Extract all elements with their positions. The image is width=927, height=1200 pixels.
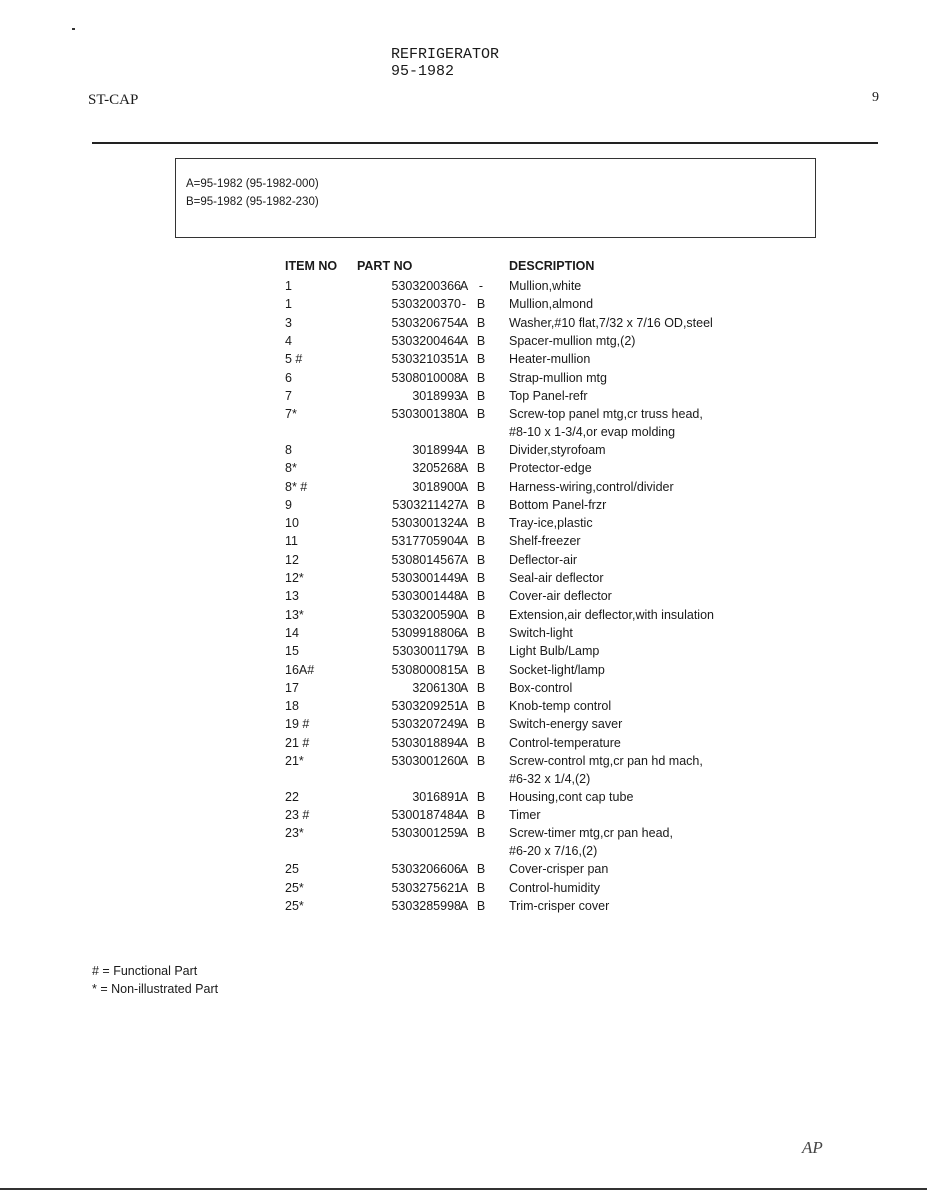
- model-a-cell: A: [459, 333, 469, 348]
- part-no-cell: 5303200464: [391, 333, 461, 348]
- model-a-cell: A: [459, 315, 469, 330]
- table-row: [285, 406, 805, 441]
- item-no-cell: 16A#: [285, 662, 315, 677]
- table-row: [285, 716, 805, 734]
- model-b-cell: B: [476, 315, 486, 330]
- model-b-cell: B: [476, 754, 486, 768]
- description-cell: Bottom Panel-frzr: [509, 497, 607, 512]
- table-row: [285, 442, 805, 460]
- handwritten-initials: AP: [802, 1138, 823, 1157]
- model-a-cell: A: [459, 826, 469, 841]
- description-cell: Trim-crisper cover: [509, 898, 610, 913]
- item-no-cell: 21*: [285, 754, 304, 768]
- description-cell: Knob-temp control: [509, 699, 612, 714]
- model-a-cell: A: [459, 552, 469, 567]
- model-b-cell: B: [476, 898, 486, 913]
- model-a-cell: A: [459, 370, 469, 385]
- model-b-cell: B: [476, 607, 486, 622]
- table-row: [285, 753, 805, 788]
- model-b-cell: B: [476, 589, 486, 604]
- item-no-cell: 1: [285, 279, 292, 293]
- part-no-cell: 3205268: [412, 461, 461, 476]
- model-a-cell: A: [459, 279, 469, 293]
- table-row: [285, 333, 805, 351]
- table-row: [285, 625, 805, 643]
- part-no-cell: 5303200370: [391, 297, 461, 312]
- model-a-cell: A: [459, 589, 469, 604]
- part-no-cell: 5303001260: [391, 754, 461, 768]
- table-row: [285, 479, 805, 497]
- item-no-cell: 12: [285, 552, 299, 567]
- part-no-cell: 5303206754: [391, 315, 461, 330]
- item-no-cell: 3: [285, 315, 292, 330]
- item-no-cell: 8*: [285, 461, 297, 476]
- part-no-cell: 5303200366: [391, 279, 461, 293]
- part-no-cell: 3016891: [412, 789, 461, 804]
- table-row: [285, 388, 805, 406]
- table-row: [285, 588, 805, 606]
- description-cell: Tray-ice,plastic: [509, 516, 593, 531]
- description-cell: Cover-crisper pan: [509, 862, 609, 877]
- description-cell: Control-humidity: [509, 880, 601, 895]
- model-b-cell: B: [476, 644, 486, 659]
- model-b-cell: B: [476, 407, 486, 422]
- part-no-cell: 5308014567: [391, 552, 461, 567]
- model-a-cell: A: [459, 607, 469, 622]
- part-no-cell: 3018993: [412, 388, 461, 403]
- model-a-cell: A: [459, 880, 469, 895]
- model-a-cell: -: [461, 297, 467, 312]
- model-a-cell: A: [459, 662, 469, 677]
- model-legend-box: [175, 158, 816, 238]
- model-b-cell: B: [476, 662, 486, 677]
- bottom-divider: [0, 1188, 927, 1190]
- legend-line-a: A=95-1982 (95-1982-000): [186, 178, 319, 190]
- part-no-cell: 5303207249: [391, 717, 461, 732]
- model-b-cell: B: [476, 534, 486, 549]
- scan-speck: [72, 28, 75, 30]
- table-row: [285, 570, 805, 588]
- description-cell: Deflector-air: [509, 552, 578, 567]
- table-row: [285, 533, 805, 551]
- description-cell: Top Panel-refr: [509, 388, 588, 403]
- item-no-cell: 13*: [285, 607, 304, 622]
- parts-table-header: [285, 259, 805, 277]
- item-no-cell: 22: [285, 789, 299, 804]
- model-b-cell: B: [476, 552, 486, 567]
- description-cell: Harness-wiring,control/divider: [509, 479, 674, 494]
- item-no-cell: 5 #: [285, 352, 303, 367]
- part-no-cell: 5303209251: [391, 699, 461, 714]
- description-cell: Light Bulb/Lamp: [509, 644, 600, 659]
- table-row: [285, 680, 805, 698]
- model-b-cell: B: [476, 826, 486, 841]
- model-a-cell: A: [459, 680, 469, 695]
- description-cell: Socket-light/lamp: [509, 662, 605, 677]
- footnote-non-illustrated: * = Non-illustrated Part: [92, 982, 219, 996]
- item-no-cell: 25: [285, 862, 299, 877]
- item-no-cell: 4: [285, 333, 292, 348]
- description-cell: Screw-top panel mtg,cr truss head,: [509, 407, 703, 422]
- item-no-cell: 14: [285, 625, 299, 640]
- footnotes: [92, 962, 218, 998]
- table-row: [285, 789, 805, 807]
- model-b-cell: B: [476, 862, 486, 877]
- table-row: [285, 607, 805, 625]
- part-no-cell: 5300187484: [391, 808, 461, 823]
- description-cell: Screw-control mtg,cr pan hd mach,: [509, 754, 703, 768]
- part-no-cell: 5303001380: [391, 407, 461, 422]
- table-row: [285, 460, 805, 478]
- model-b-cell: B: [476, 297, 486, 312]
- model-b-cell: B: [476, 571, 486, 585]
- table-row: [285, 278, 805, 296]
- item-no-cell: 25*: [285, 880, 304, 895]
- part-no-cell: 5303200590: [391, 607, 461, 622]
- model-a-cell: A: [459, 754, 469, 768]
- legend-line-b: B=95-1982 (95-1982-230): [186, 196, 319, 208]
- model-b-cell: B: [476, 479, 486, 494]
- description-cell: Divider,styrofoam: [509, 442, 606, 457]
- model-b-cell: B: [476, 808, 486, 823]
- model-a-cell: A: [459, 497, 469, 512]
- model-b-cell: B: [476, 370, 486, 385]
- table-row: [285, 497, 805, 515]
- part-no-cell: 5303211427: [392, 497, 461, 512]
- model-b-cell: B: [476, 789, 486, 804]
- description-cell: Box-control: [509, 680, 573, 695]
- table-row: [285, 698, 805, 716]
- table-row: [285, 861, 805, 879]
- description-cell: Strap-mullion mtg: [509, 370, 607, 385]
- item-no-cell: 23*: [285, 826, 304, 841]
- model-a-cell: A: [459, 479, 469, 494]
- model-a-cell: A: [459, 442, 469, 457]
- document-title: [391, 46, 499, 80]
- item-no-cell: 10: [285, 516, 299, 531]
- part-no-cell: 5303001449: [391, 571, 461, 585]
- part-no-cell: 5303001179: [392, 644, 461, 659]
- item-no-cell: 19 #: [285, 717, 310, 732]
- item-no-cell: 8: [285, 442, 292, 457]
- description-cell: #8-10 x 1-3/4,or evap molding: [509, 424, 676, 439]
- table-row: [285, 351, 805, 369]
- item-no-cell: 18: [285, 699, 299, 714]
- footnote-functional: # = Functional Part: [92, 964, 198, 978]
- item-no-cell: 6: [285, 370, 292, 385]
- model-b-cell: B: [476, 880, 486, 895]
- table-row: [285, 552, 805, 570]
- model-b-cell: B: [476, 699, 486, 714]
- description-cell: Mullion,white: [509, 279, 582, 293]
- description-cell: Cover-air deflector: [509, 589, 612, 604]
- item-no-cell: 13: [285, 589, 299, 604]
- model-a-cell: A: [459, 571, 469, 585]
- top-divider: [92, 142, 878, 144]
- part-no-cell: 5303018894: [391, 735, 461, 750]
- model-a-cell: A: [459, 699, 469, 714]
- description-cell: Heater-mullion: [509, 352, 591, 367]
- model-a-cell: A: [459, 461, 469, 476]
- item-no-cell: 8* #: [285, 479, 308, 494]
- model-b-cell: -: [478, 279, 484, 293]
- description-cell: Housing,cont cap tube: [509, 789, 634, 804]
- item-no-cell: 15: [285, 644, 299, 659]
- part-no-cell: 3018994: [412, 442, 461, 457]
- part-no-cell: 3018900: [412, 479, 461, 494]
- model-b-cell: B: [476, 625, 486, 640]
- table-row: [285, 315, 805, 333]
- model-b-cell: B: [476, 442, 486, 457]
- item-no-cell: 7*: [285, 407, 297, 422]
- part-no-cell: 5317705904: [391, 534, 461, 549]
- page-number: 9: [872, 90, 879, 105]
- model-b-cell: B: [476, 717, 486, 732]
- description-cell: Switch-energy saver: [509, 717, 623, 732]
- description-cell: Shelf-freezer: [509, 534, 581, 549]
- description-cell: Extension,air deflector,with insulation: [509, 607, 714, 622]
- table-row: [285, 643, 805, 661]
- description-cell: Spacer-mullion mtg,(2): [509, 333, 636, 348]
- description-cell: #6-20 x 7/16,(2): [509, 843, 598, 858]
- model-b-cell: B: [476, 516, 486, 531]
- model-b-cell: B: [476, 497, 486, 512]
- item-no-cell: 12*: [285, 571, 304, 585]
- item-no-cell: 21 #: [285, 735, 310, 750]
- description-cell: Mullion,almond: [509, 297, 594, 312]
- model-a-cell: A: [459, 534, 469, 549]
- part-no-cell: 3206130: [412, 680, 461, 695]
- table-row: [285, 735, 805, 753]
- description-cell: Seal-air deflector: [509, 571, 604, 585]
- description-cell: Protector-edge: [509, 461, 592, 476]
- item-no-cell: 7: [285, 388, 292, 403]
- part-no-cell: 5308000815: [391, 662, 461, 677]
- model-b-cell: B: [476, 461, 486, 476]
- column-header-part-no: PART NO: [357, 259, 413, 273]
- model-a-cell: A: [459, 644, 469, 659]
- item-no-cell: 17: [285, 680, 299, 695]
- model-a-cell: A: [459, 407, 469, 422]
- title-line-1: REFRIGERATOR: [391, 46, 500, 63]
- title-line-2: 95-1982: [391, 63, 455, 80]
- part-no-cell: 5303206606: [391, 862, 461, 877]
- model-a-cell: A: [459, 352, 469, 367]
- item-no-cell: 1: [285, 297, 292, 312]
- table-row: [285, 515, 805, 533]
- table-row: [285, 825, 805, 860]
- part-no-cell: 5303001448: [391, 589, 461, 604]
- description-cell: Switch-light: [509, 625, 573, 640]
- item-no-cell: 25*: [285, 898, 304, 913]
- item-no-cell: 23 #: [285, 808, 310, 823]
- description-cell: Washer,#10 flat,7/32 x 7/16 OD,steel: [509, 315, 713, 330]
- model-a-cell: A: [459, 898, 469, 913]
- description-cell: Timer: [509, 808, 541, 823]
- model-a-cell: A: [459, 735, 469, 750]
- model-a-cell: A: [459, 516, 469, 531]
- model-a-cell: A: [459, 388, 469, 403]
- model-a-cell: A: [459, 789, 469, 804]
- model-b-cell: B: [476, 680, 486, 695]
- description-cell: Control-temperature: [509, 735, 621, 750]
- model-a-cell: A: [459, 717, 469, 732]
- part-no-cell: 5303285998: [391, 898, 461, 913]
- table-row: [285, 370, 805, 388]
- part-no-cell: 5303210351: [391, 352, 461, 367]
- item-no-cell: 9: [285, 497, 292, 512]
- table-row: [285, 662, 805, 680]
- part-no-cell: 5303275621: [391, 880, 461, 895]
- model-b-cell: B: [476, 735, 486, 750]
- table-row: [285, 296, 805, 314]
- model-a-cell: A: [459, 625, 469, 640]
- model-a-cell: A: [459, 808, 469, 823]
- part-no-cell: 5303001259: [391, 826, 461, 841]
- model-a-cell: A: [459, 862, 469, 877]
- part-no-cell: 5303001324: [391, 516, 461, 531]
- column-header-item-no: ITEM NO: [285, 259, 338, 273]
- model-b-cell: B: [476, 333, 486, 348]
- description-cell: Screw-timer mtg,cr pan head,: [509, 826, 673, 841]
- model-b-cell: B: [476, 352, 486, 367]
- column-header-description: DESCRIPTION: [509, 259, 595, 273]
- part-no-cell: 5308010008: [391, 370, 461, 385]
- table-row: [285, 807, 805, 825]
- table-row: [285, 898, 805, 916]
- item-no-cell: 11: [285, 534, 298, 549]
- model-b-cell: B: [476, 388, 486, 403]
- part-no-cell: 5309918806: [391, 625, 461, 640]
- description-cell: #6-32 x 1/4,(2): [509, 771, 591, 786]
- model-code: ST-CAP: [88, 92, 139, 108]
- table-row: [285, 880, 805, 898]
